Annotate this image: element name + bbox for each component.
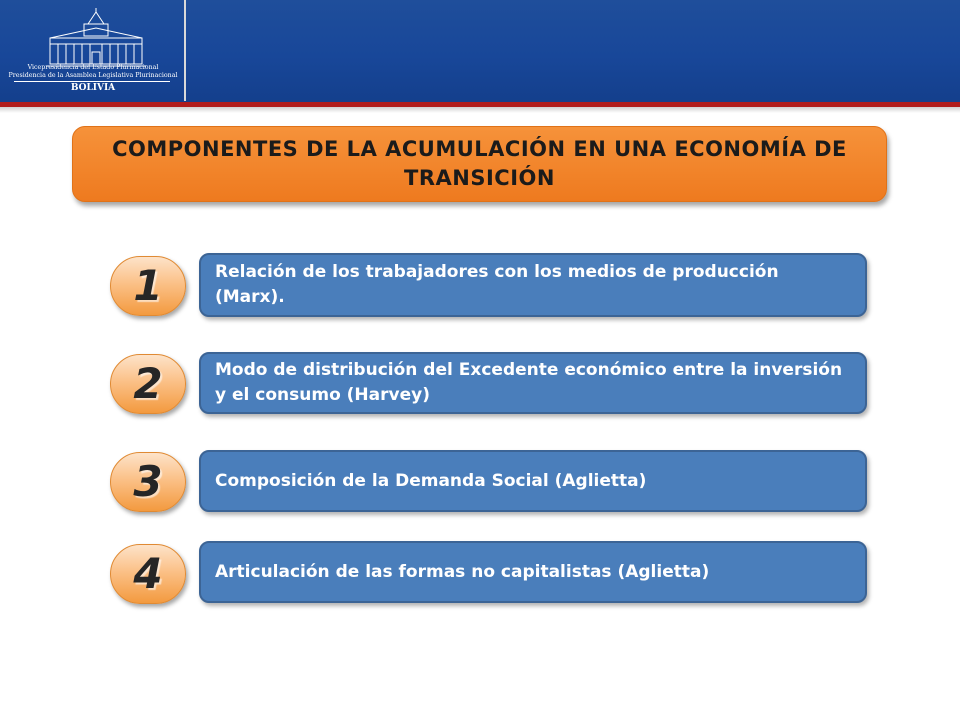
- number-badge-3: [110, 452, 186, 512]
- header-bar: [0, 0, 960, 103]
- badge-number: 4: [133, 549, 163, 598]
- item-text: Composición de la Demanda Social (Aglietta): [215, 470, 647, 491]
- item-text: Relación de los trabajadores con los medios de producción (Marx).: [215, 262, 779, 307]
- item-box-3: [199, 450, 867, 512]
- institution-line-1: Vicepresidencia del Estado Plurinacional: [27, 64, 159, 71]
- item-text: Modo de distribución del Excedente económico entre la inversión y el consumo (Harvey): [215, 360, 843, 405]
- government-palace-emblem-icon: [44, 6, 148, 70]
- badge-number: 3: [133, 457, 163, 506]
- slide-title: COMPONENTES DE LA ACUMULACIÓN EN UNA ECONOMÍA DE TRANSICIÓN: [112, 137, 847, 190]
- header-divider: [184, 0, 186, 101]
- number-badge-1: [110, 256, 186, 316]
- institution-line-2: Presidencia de la Asamblea Legislativa Plurinacional: [8, 72, 178, 79]
- item-box-2: [199, 352, 867, 414]
- number-badge-4: [110, 544, 186, 604]
- item-box-1: [199, 253, 867, 317]
- item-text: Articulación de las formas no capitalistas (Aglietta): [215, 561, 710, 582]
- number-badge-2: [110, 354, 186, 414]
- badge-number: 1: [133, 261, 163, 310]
- institution-rule: [14, 81, 170, 82]
- badge-number: 2: [133, 359, 163, 408]
- header-shadow: [0, 107, 960, 113]
- title-banner: [72, 126, 887, 202]
- item-box-4: [199, 541, 867, 603]
- country-label: BOLIVIA: [70, 83, 116, 93]
